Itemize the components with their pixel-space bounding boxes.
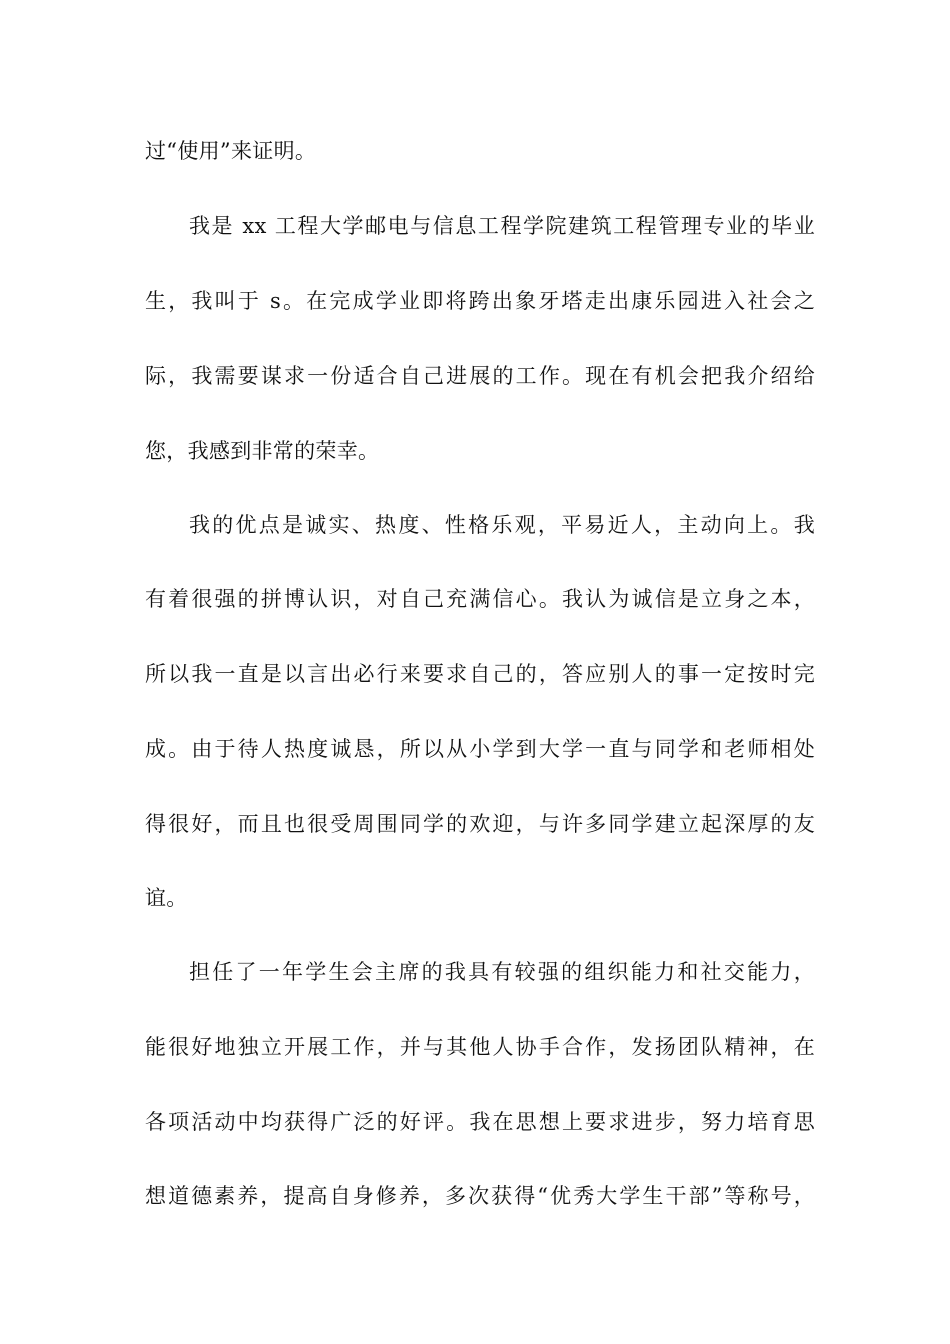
paragraph-first-line: 担任了一年学生会主席的我具有较强的组织能力和社交能力， xyxy=(189,960,815,984)
text-line: 有着很强的拼博认识，对自己充满信心。我认为诚信是立身之本， xyxy=(145,587,815,611)
text-line: 能很好地独立开展工作，并与其他人协手合作，发扬团队精神，在 xyxy=(145,1035,815,1059)
text-line: 谊。 xyxy=(145,886,188,910)
text-line: 过“使用”来证明。 xyxy=(145,139,317,163)
text-line: 您，我感到非常的荣幸。 xyxy=(145,439,380,463)
paragraph-first-line: 我是 xx 工程大学邮电与信息工程学院建筑工程管理专业的毕业 xyxy=(189,214,815,238)
text-line: 成。由于待人热度诚恳，所以从小学到大学一直与同学和老师相处 xyxy=(145,737,815,761)
text-line: 际，我需要谋求一份适合自己进展的工作。现在有机会把我介绍给 xyxy=(145,364,815,388)
text-line: 得很好，而且也很受周围同学的欢迎，与许多同学建立起深厚的友 xyxy=(145,812,815,836)
paragraph-first-line: 我的优点是诚实、热度、性格乐观，平易近人，主动向上。我 xyxy=(189,513,815,537)
text-line: 生，我叫于 s。在完成学业即将跨出象牙塔走出康乐园进入社会之 xyxy=(145,289,815,313)
text-line: 想道德素养，提高自身修养，多次获得“优秀大学生干部”等称号， xyxy=(145,1184,815,1208)
text-line: 各项活动中均获得广泛的好评。我在思想上要求进步，努力培育思 xyxy=(145,1110,815,1134)
text-line: 所以我一直是以言出必行来要求自己的，答应别人的事一定按时完 xyxy=(145,662,815,686)
